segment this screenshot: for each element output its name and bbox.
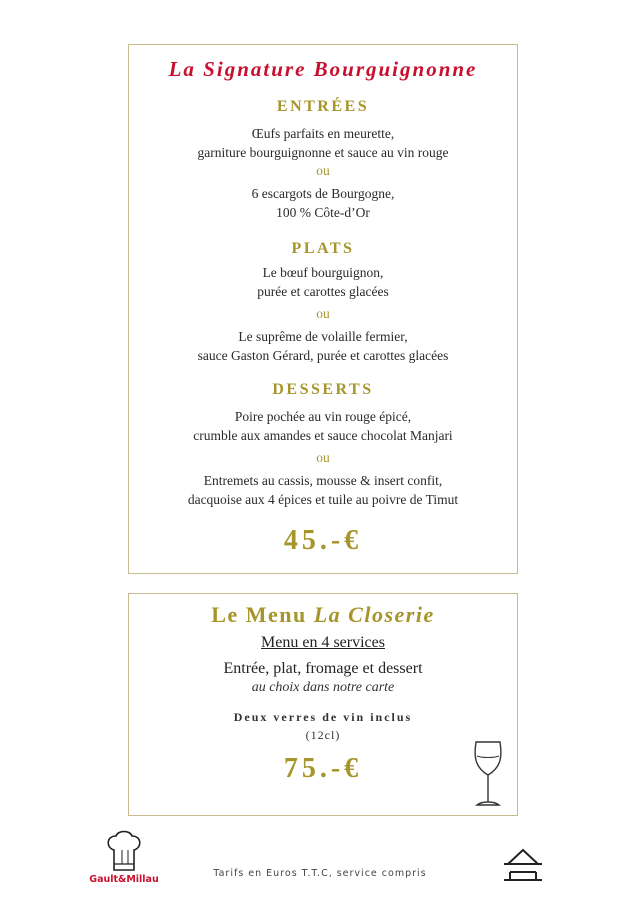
plat-dish-1 — [129, 263, 517, 301]
menu-signature-card — [128, 44, 518, 574]
dessert-dish-1 — [129, 407, 517, 445]
dessert-dish-2 — [129, 471, 517, 509]
house-logo-icon — [502, 846, 544, 884]
entrees-heading: ENTRÉES — [276, 98, 370, 115]
desserts-heading: DESSERTS — [272, 381, 374, 398]
plat-dish-2-line-2: sauce Gaston Gérard, purée et carottes glacées — [197, 348, 449, 363]
menu-closerie-title — [129, 602, 517, 628]
menu-closerie-description-italic: au choix dans notre carte — [251, 680, 395, 695]
plats-heading: PLATS — [291, 240, 355, 257]
wine-glass-icon — [470, 739, 506, 809]
menu-closerie-title-italic: La Closerie — [313, 602, 435, 627]
entree-dish-1-line-2: garniture bourguignonne et sauce au vin rouge — [197, 145, 449, 160]
menu-closerie-subtitle: Menu en 4 services — [261, 634, 385, 651]
dessert-dish-1-line-1: Poire pochée au vin rouge épicé, — [234, 409, 412, 424]
dessert-dish-1-line-2: crumble aux amandes et sauce chocolat Manjari — [193, 428, 453, 443]
plat-dish-2-line-1: Le suprême de volaille fermier, — [238, 329, 408, 344]
plat-dish-1-line-2: purée et carottes glacées — [257, 284, 389, 299]
entree-dish-2-line-2: 100 % Côte-d’Or — [276, 205, 370, 220]
menu-closerie-description: Entrée, plat, fromage et dessert — [223, 660, 423, 677]
entree-dish-2-line-1: 6 escargots de Bourgogne, — [251, 186, 395, 201]
entree-dish-1-line-1: Œufs parfaits en meurette, — [251, 126, 395, 141]
menu-closerie-card — [128, 593, 518, 816]
gault-millau-text: Gault&Millau — [89, 874, 159, 885]
menu-signature-title: La Signature Bourguignonne — [168, 57, 478, 81]
dessert-or: ou — [316, 450, 330, 465]
footer-note: Tarifs en Euros T.T.C, service compris — [213, 868, 427, 879]
plat-dish-1-line-1: Le bœuf bourguignon, — [262, 265, 384, 280]
menu-closerie-price: 75.-€ — [283, 753, 363, 784]
dessert-dish-2-line-2: dacquoise aux 4 épices et tuile au poivre de Timut — [187, 492, 459, 507]
plat-or: ou — [316, 306, 330, 321]
menu-signature-price: 45.-€ — [283, 525, 363, 556]
entree-or: ou — [316, 163, 330, 178]
entree-dish-1 — [129, 124, 517, 162]
plat-dish-2 — [129, 327, 517, 365]
dessert-dish-2-line-1: Entremets au cassis, mousse & insert confit, — [203, 473, 443, 488]
wine-included-text: Deux verres de vin inclus — [233, 710, 413, 724]
menu-closerie-title-prefix: Le Menu — [211, 602, 314, 627]
wine-volume-text: (12cl) — [305, 728, 341, 742]
entree-dish-2 — [129, 184, 517, 222]
